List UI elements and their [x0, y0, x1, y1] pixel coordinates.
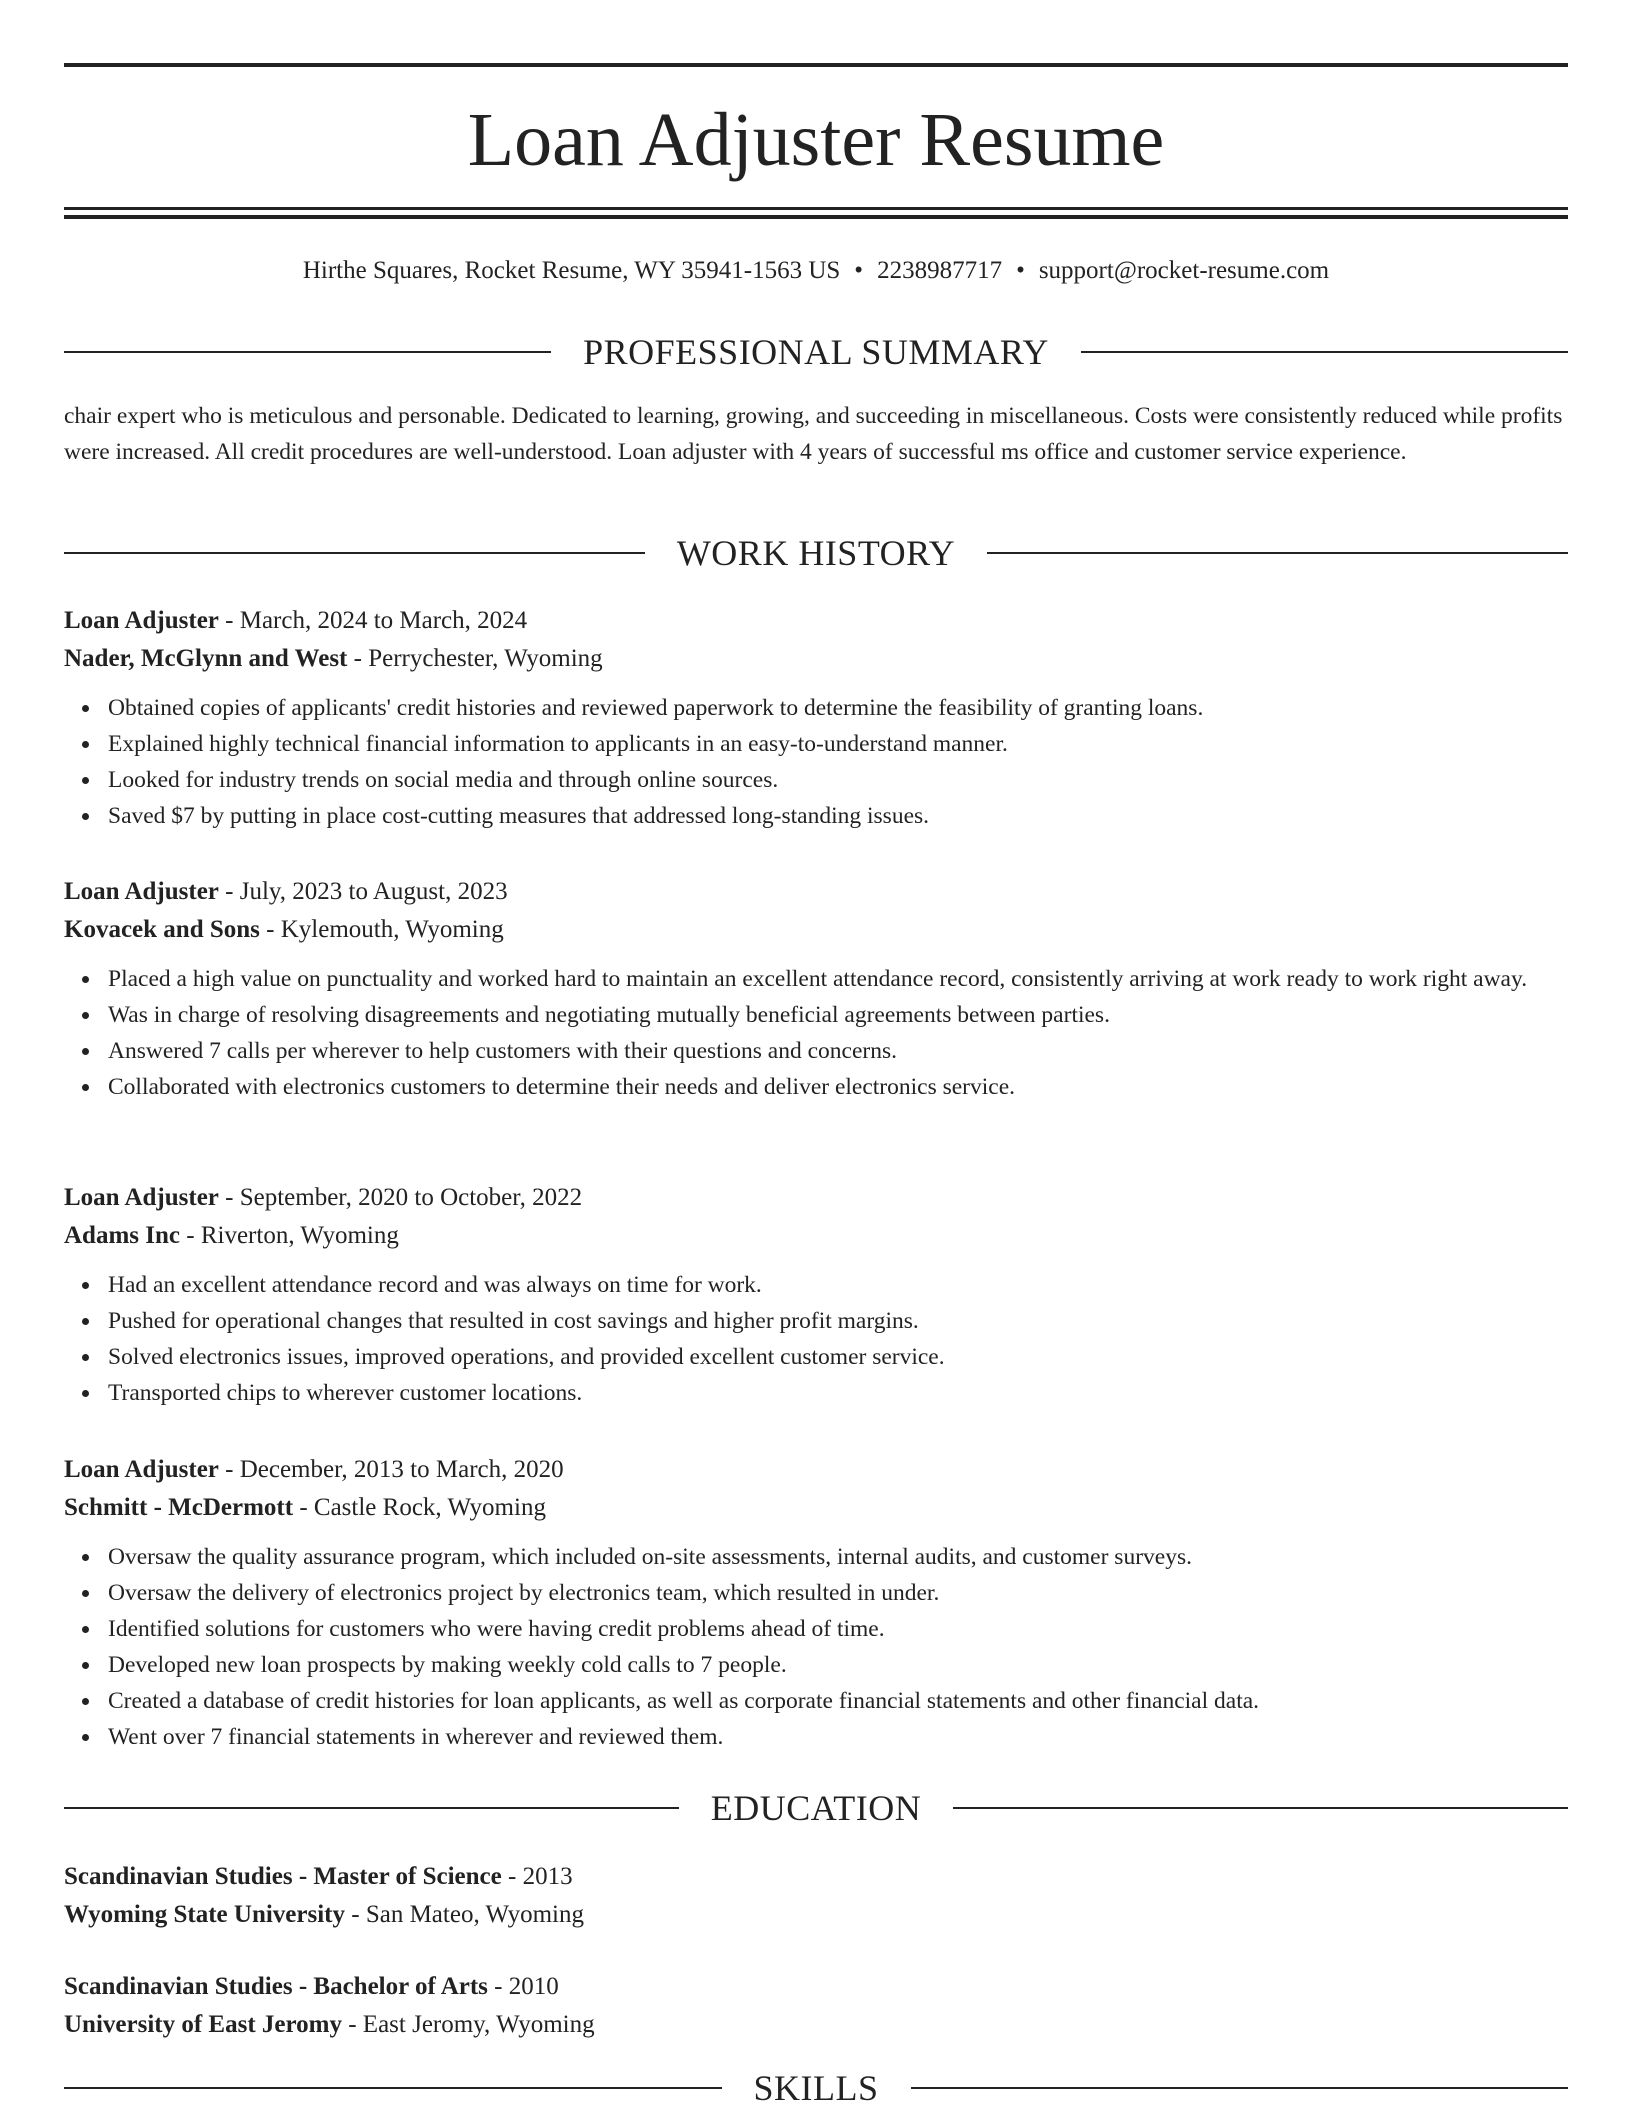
job-bullet: Collaborated with electronics customers to determine their needs and deliver electronics service.: [108, 1069, 1568, 1105]
job-title: Loan Adjuster: [64, 878, 219, 905]
heading-rule-left: [64, 2087, 722, 2089]
school-name: University of East Jeromy: [64, 2011, 342, 2038]
contact-address: Hirthe Squares, Rocket Resume, WY 35941-1563 US: [302, 257, 841, 284]
job-bullet: Had an excellent attendance record and was always on time for work.: [108, 1267, 1568, 1303]
school-line: Wyoming State University - San Mateo, Wyoming: [64, 1901, 584, 1928]
job-company-line: Schmitt - McDermott - Castle Rock, Wyoming: [64, 1494, 546, 1521]
title-rule-lower: [64, 215, 1568, 219]
heading-rule-left: [64, 552, 645, 554]
job-bullet: Placed a high value on punctuality and worked hard to maintain an excellent attendance record, consistently arriving at work ready to work right away.: [108, 961, 1568, 997]
job-bullet: Was in charge of resolving disagreements and negotiating mutually beneficial agreements between parties.: [108, 997, 1568, 1033]
job-bullet: Developed new loan prospects by making weekly cold calls to 7 people.: [108, 1647, 1568, 1683]
job-dates: December, 2013 to March, 2020: [239, 1456, 564, 1483]
school-location: East Jeromy, Wyoming: [362, 2011, 595, 2038]
job-entry: [64, 873, 1568, 1105]
degree-line: Scandinavian Studies - Master of Science - 2013: [64, 1863, 573, 1890]
job-dates: July, 2023 to August, 2023: [239, 878, 508, 905]
job-location: Riverton, Wyoming: [200, 1222, 399, 1249]
heading-rule-right: [953, 1807, 1568, 1809]
job-bullet: Explained highly technical financial information to applicants in an easy-to-understand manner.: [108, 726, 1568, 762]
title-rule-upper: [64, 207, 1568, 210]
job-bullet: Transported chips to wherever customer locations.: [108, 1375, 1568, 1411]
job-title: Loan Adjuster: [64, 1184, 219, 1211]
job-company-line: Adams Inc - Riverton, Wyoming: [64, 1222, 399, 1249]
heading-rule-right: [1081, 351, 1568, 353]
heading-rule-right: [987, 552, 1568, 554]
top-rule: [64, 63, 1568, 67]
job-bullet: Pushed for operational changes that resulted in cost savings and higher profit margins.: [108, 1303, 1568, 1339]
job-bullet: Went over 7 financial statements in wherever and reviewed them.: [108, 1719, 1568, 1755]
school-name: Wyoming State University: [64, 1901, 345, 1928]
resume-title: Loan Adjuster Resume: [467, 98, 1165, 182]
job-company: Schmitt - McDermott: [64, 1494, 294, 1521]
job-bullet: Identified solutions for customers who were having credit problems ahead of time.: [108, 1611, 1568, 1647]
job-bullets: [64, 690, 1568, 834]
job-company-line: Nader, McGlynn and West - Perrychester, Wyoming: [64, 645, 603, 672]
education-entry: [64, 1858, 1568, 1934]
summary-text: chair expert who is meticulous and personable. Dedicated to learning, growing, and succeeding in miscellaneous. Costs were consistently reduced while profits were increased. All credit procedures are well-understood. Loan adjuster with 4 years of successful ms office and customer service experience.: [64, 403, 1563, 465]
contact-phone: 2238987717: [877, 257, 1003, 284]
section-heading-work: [64, 531, 1568, 575]
job-bullets: [64, 961, 1568, 1105]
job-title: Loan Adjuster: [64, 1456, 219, 1483]
job-dates: September, 2020 to October, 2022: [239, 1184, 583, 1211]
section-heading-summary: [64, 330, 1568, 374]
heading-rule-right: [911, 2087, 1569, 2089]
section-title: EDUCATION: [710, 1788, 922, 1828]
section-heading-skills: [64, 2066, 1568, 2110]
section-title: SKILLS: [753, 2068, 879, 2108]
job-title-line: Loan Adjuster - March, 2024 to March, 2024: [64, 607, 528, 634]
job-location: Castle Rock, Wyoming: [313, 1494, 546, 1521]
contact-separator: •: [1016, 257, 1025, 284]
degree-year: 2010: [508, 1973, 559, 2000]
job-company-line: Kovacek and Sons - Kylemouth, Wyoming: [64, 916, 504, 943]
degree-line: Scandinavian Studies - Bachelor of Arts - 2010: [64, 1973, 559, 2000]
heading-rule-left: [64, 351, 551, 353]
job-bullet: Oversaw the delivery of electronics project by electronics team, which resulted in under.: [108, 1575, 1568, 1611]
job-bullets: [64, 1267, 1568, 1411]
job-bullets: [64, 1539, 1568, 1755]
contact-separator: •: [854, 257, 864, 284]
job-bullet: Saved $7 by putting in place cost-cutting measures that addressed long-standing issues.: [108, 798, 1568, 834]
job-bullet: Answered 7 calls per wherever to help customers with their questions and concerns.: [108, 1033, 1568, 1069]
job-bullet: Solved electronics issues, improved operations, and provided excellent customer service.: [108, 1339, 1568, 1375]
job-bullet: Obtained copies of applicants' credit histories and reviewed paperwork to determine the feasibility of granting loans.: [108, 690, 1568, 726]
job-title-line: Loan Adjuster - September, 2020 to October, 2022: [64, 1184, 583, 1211]
job-location: Perrychester, Wyoming: [368, 645, 603, 672]
job-location: Kylemouth, Wyoming: [280, 916, 504, 943]
section-title: PROFESSIONAL SUMMARY: [583, 332, 1049, 372]
degree-name: Scandinavian Studies - Bachelor of Arts: [64, 1973, 488, 2000]
contact-email: support@rocket-resume.com: [1038, 257, 1330, 284]
job-title: Loan Adjuster: [64, 607, 219, 634]
job-dates: March, 2024 to March, 2024: [239, 607, 528, 634]
job-title-line: Loan Adjuster - July, 2023 to August, 2023: [64, 878, 508, 905]
job-bullet: Oversaw the quality assurance program, which included on-site assessments, internal audits, and customer surveys.: [108, 1539, 1568, 1575]
job-bullet: Created a database of credit histories for loan applicants, as well as corporate financial statements and other financial data.: [108, 1683, 1568, 1719]
job-company: Nader, McGlynn and West: [64, 645, 348, 672]
degree-name: Scandinavian Studies - Master of Science: [64, 1863, 502, 1890]
school-line: University of East Jeromy - East Jeromy, Wyoming: [64, 2011, 595, 2038]
job-entry: [64, 1179, 1568, 1411]
job-title-line: Loan Adjuster - December, 2013 to March, 2020: [64, 1456, 564, 1483]
heading-rule-left: [64, 1807, 679, 1809]
school-location: San Mateo, Wyoming: [365, 1901, 584, 1928]
degree-year: 2013: [522, 1863, 573, 1890]
job-entry: [64, 1451, 1568, 1755]
job-company: Kovacek and Sons: [64, 916, 260, 943]
job-bullet: Looked for industry trends on social media and through online sources.: [108, 762, 1568, 798]
section-heading-education: [64, 1786, 1568, 1830]
section-title: WORK HISTORY: [676, 533, 956, 573]
contact-line: [64, 254, 1568, 288]
job-entry: [64, 602, 1568, 834]
education-entry: [64, 1968, 1568, 2044]
job-company: Adams Inc: [64, 1222, 180, 1249]
